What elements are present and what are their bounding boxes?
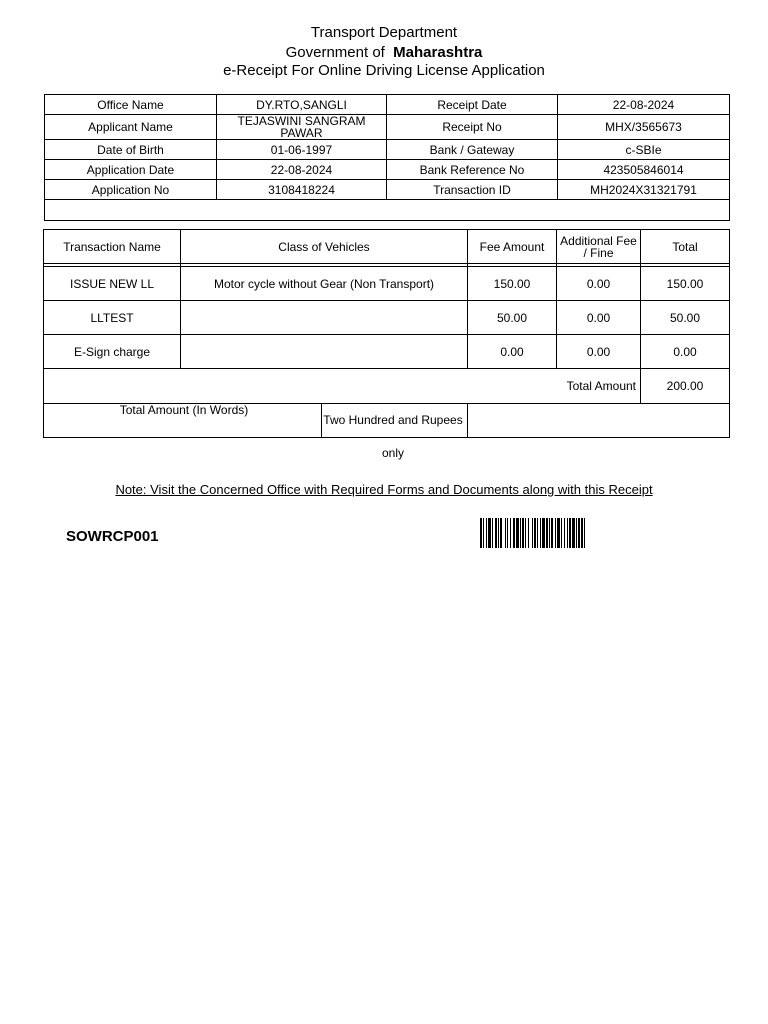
state-name: Maharashtra (393, 44, 483, 61)
info-value: 22-08-2024 (558, 95, 730, 115)
header-class-of-vehicles: Class of Vehicles (181, 230, 468, 264)
row-total: 0.00 (641, 335, 730, 369)
vehicle-class (181, 335, 468, 369)
info-value: 3108418224 (217, 180, 387, 200)
info-value: 01-06-1997 (217, 140, 387, 160)
fee-table (43, 229, 730, 460)
fee-row (44, 335, 730, 369)
fee-row (44, 301, 730, 335)
info-value: MH2024X31321791 (558, 180, 730, 200)
info-row (45, 180, 730, 200)
info-value: 423505846014 (558, 160, 730, 180)
fee-amount: 0.00 (468, 335, 557, 369)
info-value: TEJASWINI SANGRAM PAWAR (217, 115, 387, 140)
info-label: Transaction ID (387, 180, 558, 200)
total-amount-label: Total Amount (44, 369, 641, 404)
transaction-name: ISSUE NEW LL (44, 267, 181, 301)
info-value: c-SBIe (558, 140, 730, 160)
department-title: Transport Department (310, 24, 458, 41)
amount-in-words-label: Total Amount (In Words) Two Hundred and Rupees only (44, 404, 468, 438)
amount-in-words-value: Two Hundred and Rupees only (321, 404, 464, 437)
info-row (45, 95, 730, 115)
applicant-info-table (44, 94, 730, 221)
receipt-note: Note: Visit the Concerned Office with Required Forms and Documents along with this Receipt (115, 482, 653, 497)
fee-row (44, 267, 730, 301)
government-prefix: Government of (285, 44, 385, 61)
additional-fee: 0.00 (557, 301, 641, 335)
transaction-name: E-Sign charge (44, 335, 181, 369)
info-blank-row (45, 200, 730, 221)
header-transaction-name: Transaction Name (44, 230, 181, 264)
info-value: MHX/3565673 (558, 115, 730, 140)
info-row (45, 115, 730, 140)
header-additional-fee: Additional Fee / Fine (557, 230, 641, 264)
row-total: 50.00 (641, 301, 730, 335)
additional-fee: 0.00 (557, 267, 641, 301)
fee-table-header (44, 230, 730, 264)
government-title (0, 44, 768, 61)
transaction-name: LLTEST (44, 301, 181, 335)
additional-fee: 0.00 (557, 335, 641, 369)
info-value: 22-08-2024 (217, 160, 387, 180)
info-label: Date of Birth (45, 140, 217, 160)
info-label: Bank Reference No (387, 160, 558, 180)
header-fee-amount: Fee Amount (468, 230, 557, 264)
barcode-icon (480, 518, 720, 548)
vehicle-class (181, 301, 468, 335)
info-label: Bank / Gateway (387, 140, 558, 160)
info-label: Application Date (45, 160, 217, 180)
info-label: Applicant Name (45, 115, 217, 140)
total-amount-row (44, 369, 730, 404)
info-row (45, 140, 730, 160)
info-value: DY.RTO,SANGLI (217, 95, 387, 115)
info-label: Application No (45, 180, 217, 200)
header-total: Total (641, 230, 730, 264)
fee-amount: 50.00 (468, 301, 557, 335)
info-label: Office Name (45, 95, 217, 115)
row-total: 150.00 (641, 267, 730, 301)
info-label: Receipt Date (387, 95, 558, 115)
receipt-title: e-Receipt For Online Driving License Application (223, 62, 545, 79)
amount-in-words-row (44, 404, 730, 438)
vehicle-class: Motor cycle without Gear (Non Transport) (181, 267, 468, 301)
form-code: SOWRCP001 (66, 528, 159, 545)
fee-amount: 150.00 (468, 267, 557, 301)
info-label: Receipt No (387, 115, 558, 140)
total-amount-value: 200.00 (641, 369, 730, 404)
info-row (45, 160, 730, 180)
